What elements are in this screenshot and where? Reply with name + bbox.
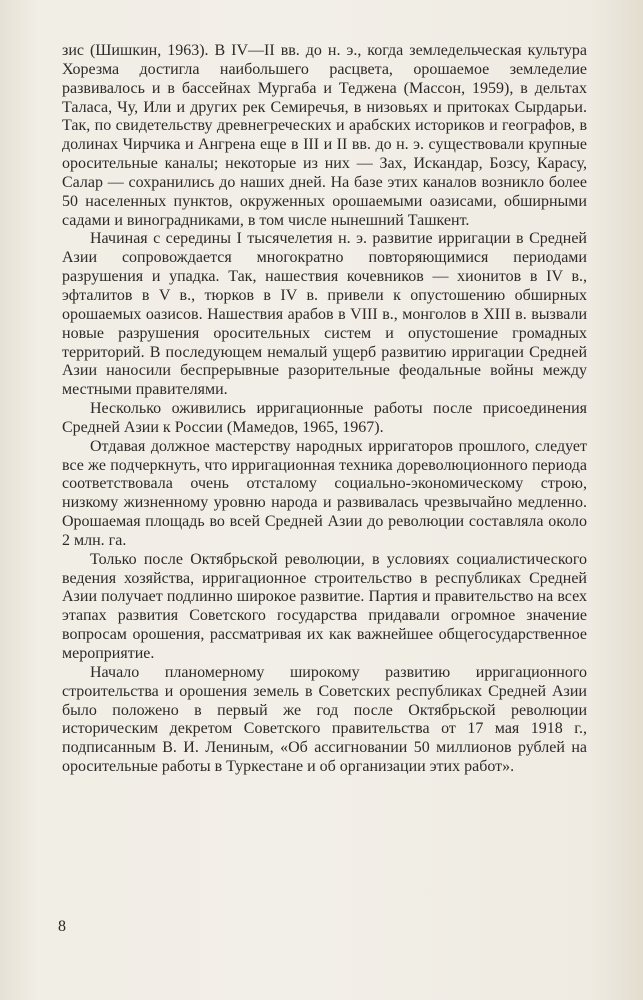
paragraph-1: зис (Шишкин, 1963). В IV—II вв. до н. э., когда земледельческая культура Хорезма достигла наибольшего расцвета, орошаемое земледелие развивалось и в бассейнах Мургаба и Теджена (Массон, 1959), в дельтах Таласа, Чу, Или и других рек Семиречья, в низовьях и притоках Сырдарьи. Так, по свидетельству древнегреческих и арабских историков и географов, в долинах Чирчика и Ангрена еще в III и II вв. до н. э. существовали крупные оросительные каналы; некоторые из них — Зах, Искандар, Бозсу, Карасу, Салар — сохранились до наших дней. На базе этих каналов возникло более 50 населенных пунктов, окруженных орошаемыми оазисами, обширными садами и виноградниками, в том числе нынешний Ташкент.: [62, 42, 587, 229]
paragraph-2: Начиная с середины I тысячелетия н. э. развитие ирригации в Средней Азии сопровождается многократно повторяющимися периодами разрушения и упадка. Так, нашествия кочевников — хионитов в IV в., эфталитов в V в., тюрков в IV в. привели к опустошению обширных орошаемых оазисов. Нашествия арабов в VIII в., монголов в XIII в. вызвали новые разрушения оросительных систем и опустошение громадных территорий. В последующем немалый ущерб развитию ирригации Средней Азии наносили беспрерывные разорительные феодальные войны между местными правителями.: [62, 230, 587, 399]
paragraph-6: Начало планомерному широкому развитию ирригационного строительства и орошения земель в Советских республиках Средней Азии было положено в первый же год после Октябрьской революции историческим декретом Советского правительства от 17 мая 1918 г., подписанным В. И. Лениным, «Об ассигновании 50 миллионов рублей на оросительные работы в Туркестане и об организации этих работ».: [62, 663, 587, 776]
paragraph-5: Только после Октябрьской революции, в условиях социалистического ведения хозяйства, ирригационное строительство в республиках Средней Азии получает подлинно широкое развитие. Партия и правительство на всех этапах развития Советского государства придавали огромное значение вопросам орошения, рассматривая их как важнейшее общегосударственное мероприятие.: [62, 550, 587, 662]
paragraph-3: Несколько оживились ирригационные работы после присоединения Средней Азии к России (Мамедов, 1965, 1967).: [62, 400, 587, 436]
page-number: 8: [58, 918, 66, 935]
body-text: [62, 42, 587, 777]
paragraph-4: Отдавая должное мастерству народных ирригаторов прошлого, следует все же подчеркнуть, что ирригационная техника дореволюционного периода соответствовала очень отсталому социально-экономическому строю, низкому жизненному уровню народа и развивалась чрезвычайно медленно. Орошаемая площадь во всей Средней Азии до революции составляла около 2 млн. га.: [62, 437, 587, 549]
